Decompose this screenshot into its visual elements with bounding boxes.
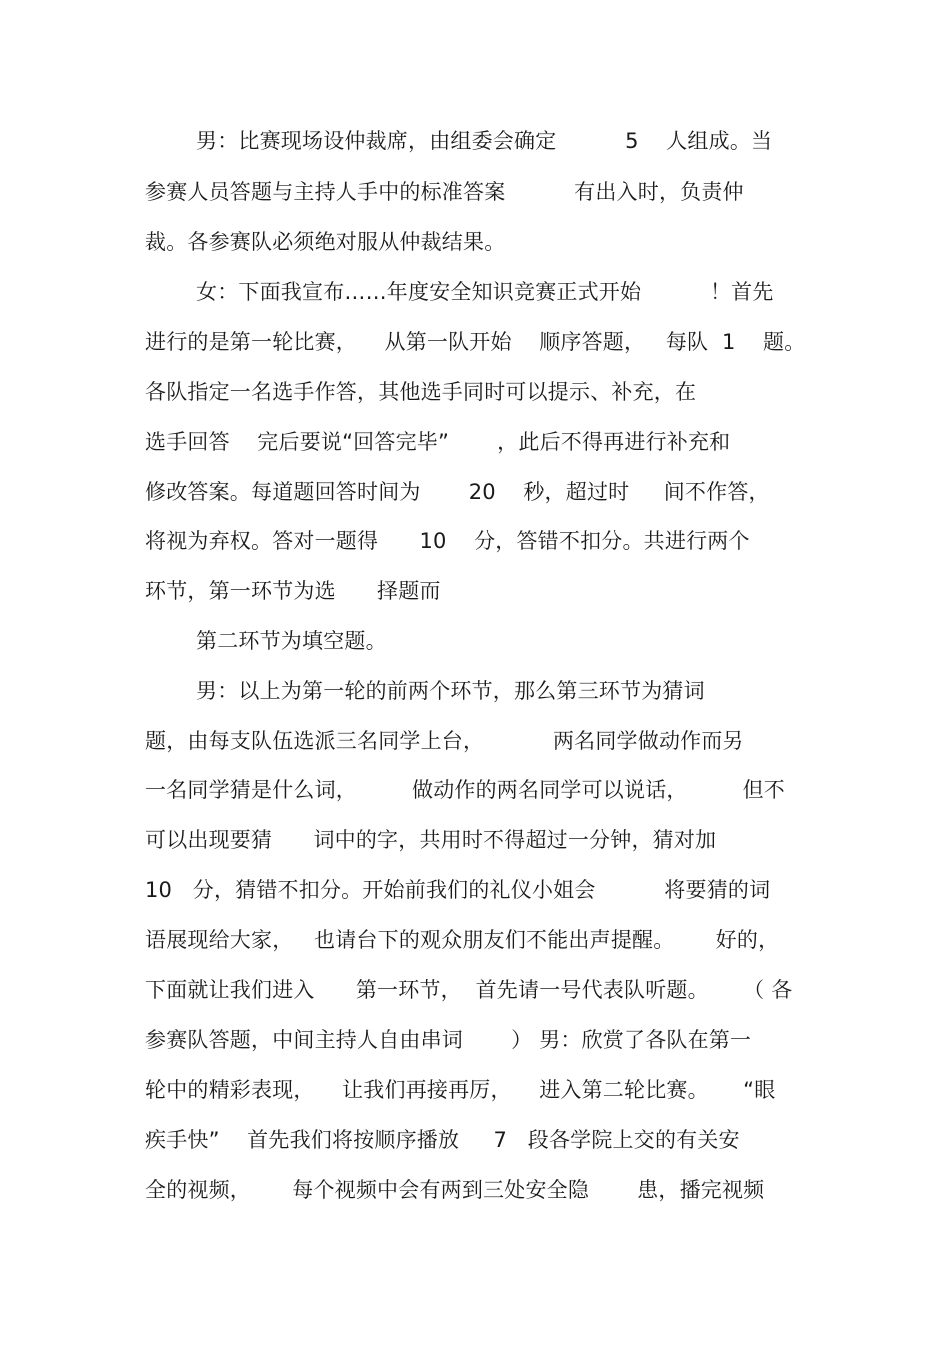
text-line: 参赛人员答题与主持人手中的标准答案 有出入时，负责仲: [145, 180, 744, 204]
text-line: 10 分，猜错不扣分。开始前我们的礼仪小姐会 将要猜的词: [145, 878, 771, 902]
text-line: 各队指定一名选手作答，其他选手同时可以提示、补充，在: [145, 380, 697, 404]
text-line: 一名同学猜是什么词， 做动作的两名同学可以说话， 但不: [145, 778, 786, 802]
text-line: 进行的是第一轮比赛， 从第一队开始 顺序答题， 每队 1 题。: [145, 330, 806, 354]
text-line: 将视为弃权。答对一题得 10 分，答错不扣分。共进行两个: [145, 529, 750, 553]
text-line: 下面就让我们进入 第一环节， 首先请一号代表队听题。 （ 各: [145, 978, 793, 1002]
text-line: 男：比赛现场设仲裁席，由组委会确定 5 人组成。当: [196, 129, 773, 153]
text-line: 男：以上为第一轮的前两个环节，那么第三环节为猜词: [196, 679, 705, 703]
text-line: 题，由每支队伍选派三名同学上台， 两名同学做动作而另: [145, 729, 744, 753]
text-line: 修改答案。每道题回答时间为 20 秒，超过时 间不作答，: [145, 480, 770, 504]
text-line: 选手回答 完后要说“回答完毕” ，此后不得再进行补充和: [145, 430, 731, 454]
text-line: 参赛队答题，中间主持人自由串词 ） 男：欣赏了各队在第一: [145, 1028, 752, 1052]
text-line: 环节，第一环节为选 择题而: [145, 579, 441, 603]
text-line: 裁。各参赛队必须绝对服从仲裁结果。: [145, 230, 506, 254]
text-line: 轮中的精彩表现， 让我们再接再厉， 进入第二轮比赛。 “眼: [145, 1078, 776, 1102]
text-line: 第二环节为填空题。: [196, 629, 387, 653]
text-line: 疾手快” 首先我们将按顺序播放 7 段各学院上交的有关安: [145, 1128, 740, 1152]
text-line: 女：下面我宣布……年度安全知识竞赛正式开始 ！首先: [196, 280, 774, 304]
text-line: 全的视频， 每个视频中会有两到三处安全隐 患，播完视频: [145, 1178, 765, 1202]
text-line: 语展现给大家， 也请台下的观众朋友们不能出声提醒。 好的，: [145, 928, 780, 952]
text-line: 可以出现要猜 词中的字，共用时不得超过一分钟，猜对加: [145, 828, 717, 852]
